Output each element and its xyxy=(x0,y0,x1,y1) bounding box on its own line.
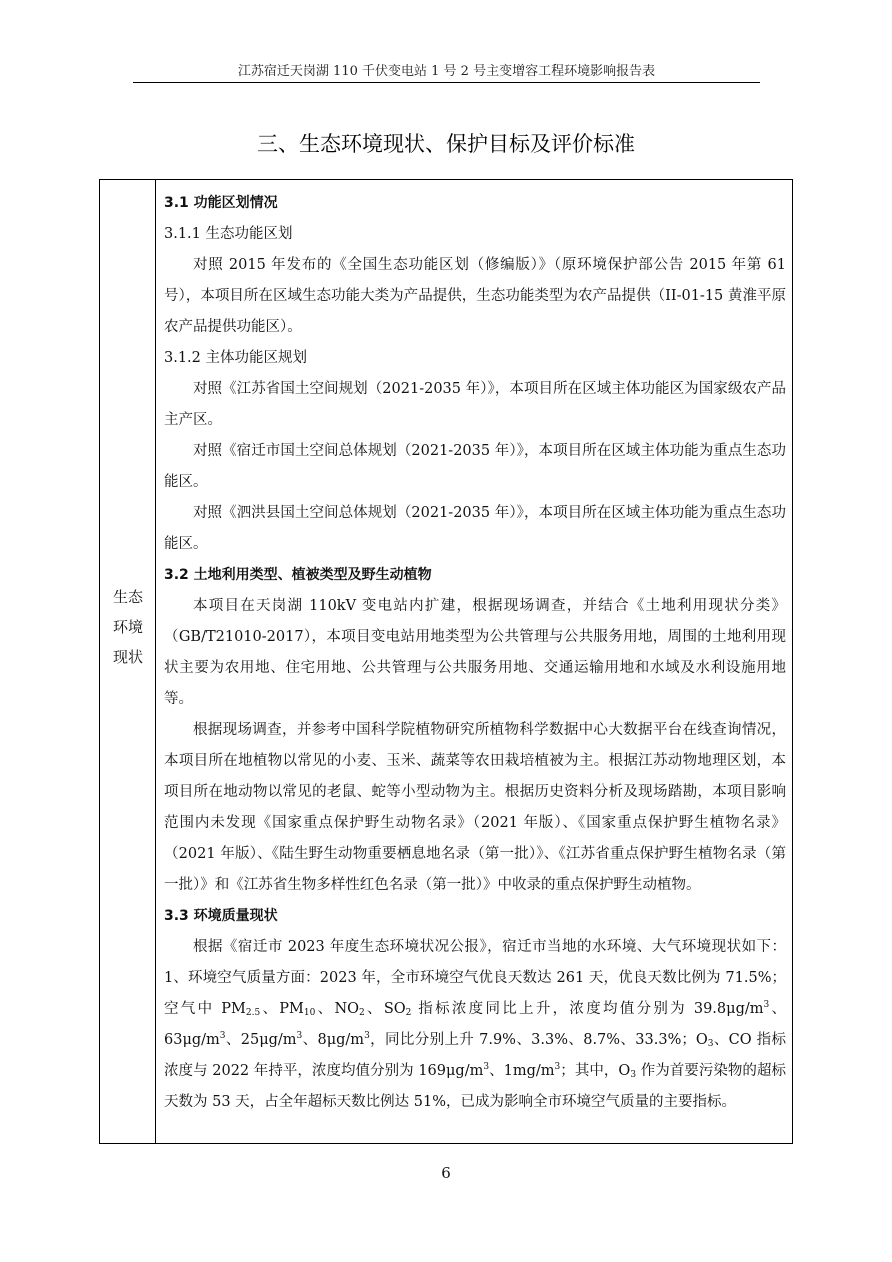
content-table xyxy=(99,179,793,1144)
page-number: 6 xyxy=(441,1164,451,1182)
side-label-line: 环境 xyxy=(112,618,143,636)
section-title: 三、生态环境现状、保护目标及评价标准 xyxy=(257,132,635,156)
heading-3-3: 3.3 环境质量现状 xyxy=(164,908,278,924)
side-label-cell xyxy=(100,180,156,1143)
side-label xyxy=(100,582,156,672)
side-label-line: 生态 xyxy=(112,588,143,606)
paragraph: 本项目在天岗湖 110kV 变电站内扩建，根据现场调查，并结合《土地利用现状分类》（GB/T21010-2017），本项目变电站用地类型为公共管理与公共服务用地，周围的土地利用现状主要为农用地、住宅用地、公共管理与公共服务用地、交通运输用地和水域及水利设施用地等。 xyxy=(164,598,786,707)
side-label-line: 现状 xyxy=(112,648,143,666)
paragraph: 对照《宿迁市国土空间总体规划（2021-2035 年）》，本项目所在区域主体功能为重点生态功能区。 xyxy=(164,443,786,490)
heading-3-1-1: 3.1.1 生态功能区划 xyxy=(164,226,293,242)
paragraph: 对照《江苏省国土空间规划（2021-2035 年）》，本项目所在区域主体功能区为国家级农产品主产区。 xyxy=(164,381,786,428)
heading-3-2: 3.2 土地利用类型、植被类型及野生动植物 xyxy=(164,567,432,583)
heading-3-1: 3.1 功能区划情况 xyxy=(164,195,278,211)
running-header: 江苏宿迁天岗湖 110 千伏变电站 1 号 2 号主变增容工程环境影响报告表 xyxy=(133,62,760,83)
paragraph: 对照《泗洪县国土空间总体规划（2021-2035 年）》，本项目所在区域主体功能为重点生态功能区。 xyxy=(164,505,786,552)
paragraph: 根据现场调查，并参考中国科学院植物研究所植物科学数据中心大数据平台在线查询情况，本项目所在地植物以常见的小麦、玉米、蔬菜等农田栽培植被为主。根据江苏动物地理区划，本项目所在地动物以常见的老鼠、蛇等小型动物为主。根据历史资料分析及现场踏勘，本项目影响范围内未发现《国家重点保护野生动物名录》（2021 年版）、《国家重点保护野生植物名录》（2021 年版）、《陆生野生动物重要栖息地名录（第一批）》、《江苏省重点保护野生植物名录（第一批）》和《江苏省生物多样性红色名录（第一批）》中收录的重点保护野生动植物。 xyxy=(164,722,786,893)
air-quality-paragraph: 根据《宿迁市 2023 年度生态环境状况公报》，宿迁市当地的水环境、大气环境现状如下：1、环境空气质量方面：2023 年，全市环境空气优良天数达 261 天，优良天数比例为 71.5%；空气中 $PM_{2.5}$、$PM_{10}$、$NO_2$、$SO_2$ 指标浓度同比上升，浓度均值分别为 $39.8\mu g/m^3$、$63\mu g/m^3$、$25\mu g/m^3$、$8\mu g/m^3$，同比分别上升 7.9%、3.3%、8.7%、33.3%；$O_3$、CO 指标浓度与 2022 年持平，浓度均值分别为 $169\mu g/m^3$、$1mg/m^3$；其中，$O_3$ 作为首要污染物的超标天数为 53 天，占全年超标天数比例达 51%，已成为影响全市环境空气质量的主要指标。 xyxy=(164,939,787,1110)
heading-3-1-2: 3.1.2 主体功能区规划 xyxy=(164,350,308,366)
paragraph: 对照 2015 年发布的《全国生态功能区划（修编版）》（原环境保护部公告 2015 年第 61 号），本项目所在区域生态功能大类为产品提供，生态功能类型为农产品提供（II-01-15 黄淮平原农产品提供功能区）。 xyxy=(164,257,786,335)
content-cell xyxy=(164,188,786,1118)
